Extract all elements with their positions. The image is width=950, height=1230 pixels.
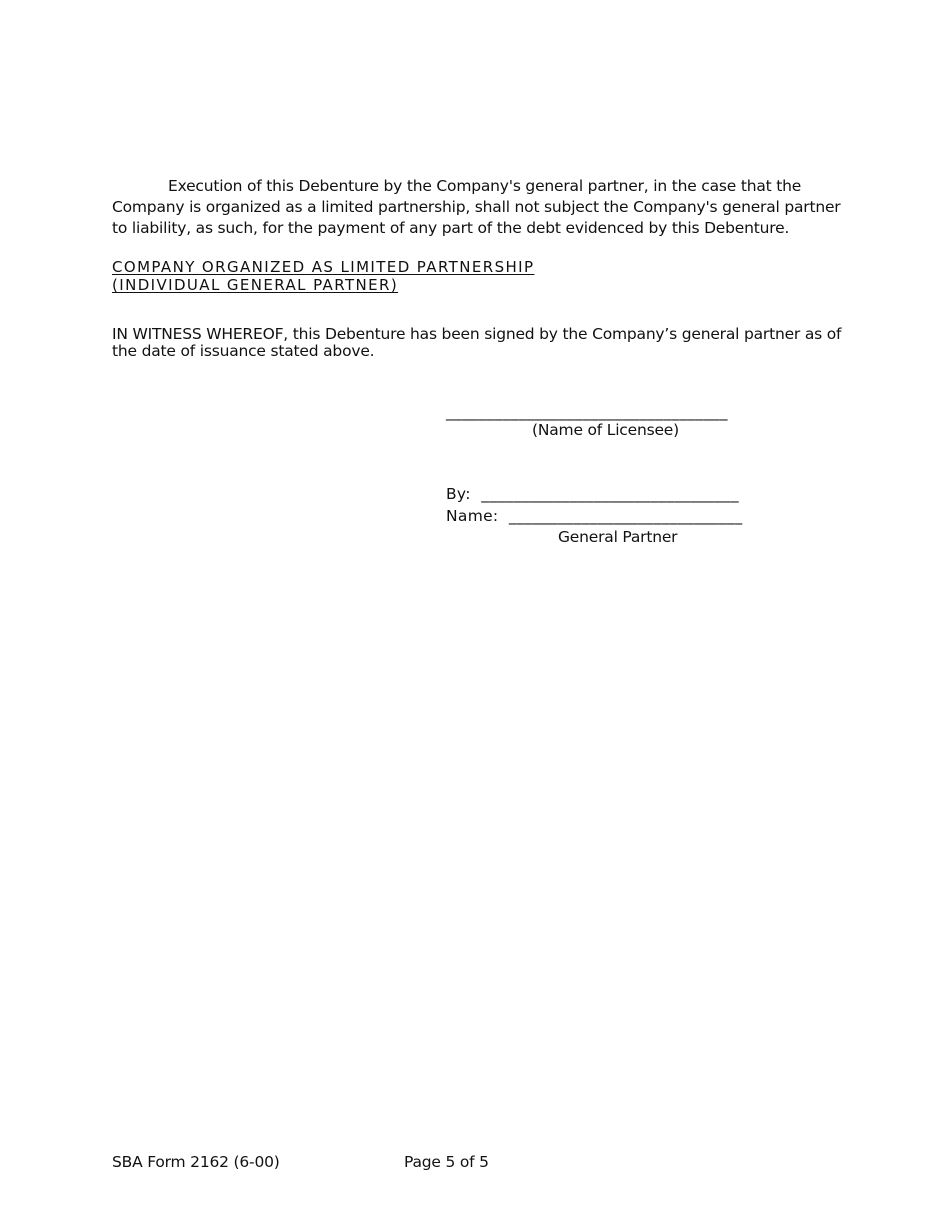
footer-form-id: SBA Form 2162 (6-00)	[112, 1153, 280, 1171]
by-signature-line: ________________________________	[481, 485, 739, 503]
witness-paragraph: IN WITNESS WHEREOF, this Debenture has been signed by the Company’s general partner as of the date of issuance stated above.	[112, 325, 842, 360]
licensee-label: (Name of Licensee)	[532, 421, 679, 439]
by-label: By:	[446, 485, 471, 503]
liability-paragraph	[112, 176, 842, 239]
footer-page-number: Page 5 of 5	[404, 1153, 489, 1171]
licensee-signature-line: ___________________________________	[446, 403, 728, 421]
name-label: Name:	[446, 507, 499, 525]
name-signature-row	[446, 506, 742, 527]
liability-paragraph-text: Execution of this Debenture by the Company's general partner, in the case that the Company is organized as a limited partnership, shall not subject the Company's general partner to liability, as such, for the payment of any part of the debt evidenced by this Debenture.	[112, 177, 841, 237]
section-heading-line-1: COMPANY ORGANIZED AS LIMITED PARTNERSHIP	[112, 258, 535, 276]
section-heading-line-2: (INDIVIDUAL GENERAL PARTNER)	[112, 276, 399, 294]
by-signature-row	[446, 484, 739, 505]
name-signature-line: _____________________________	[508, 507, 743, 525]
general-partner-label: General Partner	[558, 528, 678, 546]
